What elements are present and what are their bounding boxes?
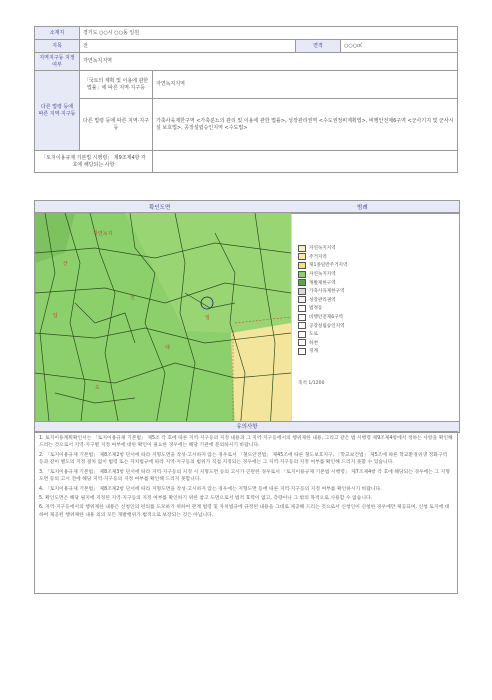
legend-label: 도로 [309, 332, 318, 338]
description-paragraph: 6. 지역·지구등에서의 행위제한 내용은 신청인의 편의를 도모하기 위하여 관계 법령 및 자치법규에 규정된 내용을 그대로 제공해 드리는 것으로서 신청인이 신청한 경우에만 제공되며, 신청 토지에 대하여 제공된 행위제한 내용 외의 모든 개발행위가 법적으로 보장되는 것은 아닙니다. [39, 505, 450, 518]
description-header: 유의사항 [34, 421, 460, 433]
legend-title: 범례 [357, 205, 368, 211]
area-value: ○○○㎡ [341, 40, 458, 53]
parcel-label-3: 전 [130, 295, 135, 301]
parcel-label-6: 임 [205, 315, 210, 321]
zone-label: 지역지구등 지정여부 [35, 53, 80, 71]
legend-item [298, 253, 347, 262]
land-value: 전 [80, 40, 296, 53]
address-label: 소재지 [35, 27, 80, 40]
description-paragraph: 3. 「토지이용규제 기본법」 제8조제3항 단서에 따라 지역·지구등의 지정 시 지형도면 등의 고시가 곤란한 경우로서 「토지이용규제 기본법 시행령」 제7조제4항 각 호에 해당되는 경우에는 그 지형도면 등의 고시 전에 해당 지역·지구등의 지정 여부를 확인해 드리지 못합니다. [39, 469, 450, 483]
legend-swatch [298, 262, 306, 269]
area-label: 면적 [296, 40, 341, 53]
legend-item [298, 287, 347, 296]
legend-label: 제1종일반주거지역 [309, 263, 348, 269]
legend-swatch [298, 305, 306, 312]
land-label: 지목 [35, 40, 80, 53]
parcel-label-7: 도 [95, 385, 100, 391]
zone-value: 자연녹지지역 [80, 53, 458, 71]
legend-swatch [298, 348, 306, 355]
legend [298, 244, 347, 356]
document-sheet [34, 26, 458, 173]
map-title: 확인도면 [149, 205, 171, 211]
legend-item [298, 270, 347, 279]
legend-label: 자연녹지지역 [309, 246, 336, 252]
legend-label: 법정동 [309, 306, 323, 312]
law-sub2-value: 가축사육제한구역 <가축분뇨의 관리 및 이용에 관한 법률>, 성장관리권역 <수도권정비계획법>, 비행안전제6구역 <군사기지 및 군사시설 보호법>, 공장설립승인지역 <수도법> [153, 99, 458, 151]
parcel-label-2: 산 [63, 261, 68, 267]
legend-label: 비행안전제6구역 [309, 315, 343, 321]
info-table [34, 26, 458, 173]
description-body [34, 431, 458, 594]
law-sub1-value: 자연녹지지역 [153, 71, 458, 99]
map-area [34, 212, 460, 432]
legend-label: 공장설립승인지역 [309, 323, 345, 329]
legend-label: 하천 [309, 340, 318, 346]
legend-swatch [298, 331, 306, 338]
legend-item [298, 261, 347, 270]
legend-label: 성장관리권역 [309, 297, 336, 303]
legend-item [298, 339, 347, 348]
confirm-label: 「토지이용규제 기본법 시행령」 제9조제4항 각 호에 해당되는 사항 [35, 151, 153, 173]
confirm-value [153, 151, 458, 173]
description-paragraph: 5. 확인도면은 해당 필지에 지정된 지역·지구등의 지정 여부를 확인하기 위한 참고 도면으로서 법적 효력이 없고, 측량이나 그 밖의 목적으로 사용할 수 없습니다. [39, 495, 373, 501]
legend-label: 개발제한구역 [309, 280, 336, 286]
legend-swatch [298, 288, 306, 295]
legend-swatch [298, 339, 306, 346]
legend-item [298, 321, 347, 330]
legend-item [298, 347, 347, 356]
legend-swatch [298, 253, 306, 260]
legend-item [298, 304, 347, 313]
legend-item [298, 278, 347, 287]
legend-swatch [298, 322, 306, 329]
law-sub2: 다른 법령 등에 따른 지역·지구등 [80, 99, 153, 151]
legend-label: 경계 [309, 349, 318, 355]
description-paragraph: 4. 「토지이용규제 기본법」 제8조제2항 단서에 따라 지형도면을 작성·고시하지 않는 경우에는 지형도면 등에 따른 지역·지구등의 지정 여부를 확인하시기 바랍니다. [39, 486, 382, 492]
legend-label: 가축사육제한구역 [309, 289, 345, 295]
legend-label: 자연녹지지역 [309, 272, 336, 278]
other-label: 다른 법령 등에 따른 지역·지구등 [35, 71, 80, 151]
legend-item [298, 296, 347, 305]
description-paragraph: 1. 토지이용계획확인서는 「토지이용규제 기본법」 제5조 각 호에 따른 지역·지구등의 지정 내용과 그 지역·지구등에서의 행위제한 내용, 그리고 같은 법 시행령 제9조제4항에서 정하는 사항을 확인해 드리는 것으로서 지역·지구별 지정 여부에 대한 확인이 필요한 경우에는 해당 기관에 문의하시기 바랍니다. [39, 436, 453, 449]
parcel-label-4: 답 [53, 313, 58, 319]
legend-item [298, 330, 347, 339]
legend-swatch [298, 296, 306, 303]
address-value: 경기도 ○○시 ○○동 일원 [80, 27, 458, 40]
legend-swatch [298, 245, 306, 252]
cadastral-map [35, 213, 459, 431]
scale-text: 축척 1/1200 [298, 381, 325, 386]
legend-swatch [298, 271, 306, 278]
parcel-label-5: 대 [165, 345, 170, 351]
legend-item [298, 313, 347, 322]
parcel-label-1: 자연녹지 [93, 231, 113, 237]
legend-swatch [298, 279, 306, 286]
legend-label: 주거지역 [309, 254, 327, 260]
legend-item [298, 244, 347, 253]
description-paragraph: 2. 「토지이용규제 기본법」 제8조제2항 단서에 따라 지형도면을 작성·고시하지 않는 경우로서 「철도안전법」 제45조에 따른 철도보호지구, 「학교보건법」 제5조에 따른 학교환경위생 정화구역 등과 같이 별도의 지정 절차 없이 법령 또는 자치법규에 따라 지역·지구등의 범위가 직접 지정되는 경우에는 그 지역·지구등의 지정 여부를 확인해 드리지 못할 수 있습니다. [39, 452, 448, 466]
legend-swatch [298, 314, 306, 321]
law-sub1: 「국토의 계획 및 이용에 관한 법률」에 따른 지역·지구등 [80, 71, 153, 99]
